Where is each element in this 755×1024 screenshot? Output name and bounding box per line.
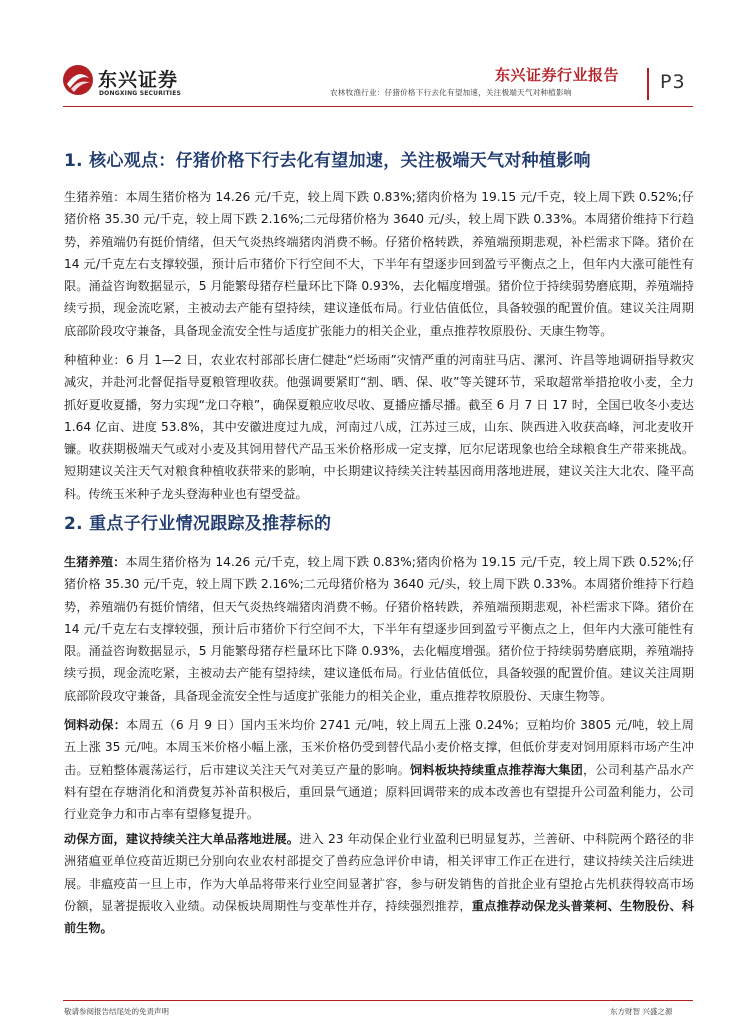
paragraph-animal-health: [64, 828, 694, 939]
paragraph-text: 本周生猪价格为 14.26 元/千克，较上周下跌 0.83%;猪肉价格为 19.15 元/千克，较上周下跌 0.52%;仔猪价格 35.30 元/千克，较上周下跌 2.16%;二元母猪价格为 3640 元/头，较上周下跌 0.33%。本周猪价维持下行趋势，养殖端仍有挺价情绪，但天气炎热终端猪肉消费不畅。仔猪价格转跌，养殖端预期悲观，补栏需求下降。猪价在 14 元/千克左右支撑较强，预计后市猪价下行空间不大，下半年有望逐步回到盈亏平衡点之上，但年内大涨可能性有限。涌益咨询数据显示，5 月能繁母猪存栏量环比下降 0.93%，去化幅度增强。猪价位于持续弱势磨底期，养殖端持续亏损，现金流吃紧，主被动去产能有望持续，建议逢低布局。行业估值低位，具备较强的配置价值。建议关注周期底部阶段攻守兼备，具备现金流安全性与适度扩张能力的相关企业，重点推荐牧原股份、天康生物等。: [64, 190, 694, 338]
paragraph-text: ，公司利基产品水产料有望在存塘消化和消费复苏补苗积极后，重回景气通道；原料回调带来的成本改善也有望提升公司盈利能力，公司行业竞争力和市占率有望修复提升。: [64, 762, 695, 822]
paragraph-lead: 动保方面，建议持续关注大单品落地进展。: [64, 832, 300, 846]
logo-name-en: DONGXING SECURITIES: [99, 90, 182, 97]
logo-mark-icon: [62, 64, 94, 96]
page-number: P3: [660, 71, 686, 93]
paragraph-text: 本周五（6 月 9 日）国内玉米均价 2741 元/吨，较上周五上涨 0.24%；豆粕均价 3805 元/吨，较上周五上涨 35 元/吨。本周玉米价格小幅上涨，玉米价格仍受到替代品小麦价格支撑，但低价芽麦对饲用原料市场产生冲击。豆粕整体震荡运行，后市建议关注天气对美豆产量的影响。: [64, 718, 694, 777]
paragraph-text: 本周生猪价格为 14.26 元/千克，较上周下跌 0.83%;猪肉价格为 19.15 元/千克，较上周下跌 0.52%;仔猪价格 35.30 元/千克，较上周下跌 2.16%;二元母猪价格为 3640 元/头，较上周下跌 0.33%。本周猪价维持下行趋势，养殖端仍有挺价情绪，但天气炎热终端猪肉消费不畅。仔猪价格转跌，养殖端预期悲观，补栏需求下降。猪价在 14 元/千克左右支撑较强，预计后市猪价下行空间不大，下半年有望逐步回到盈亏平衡点之上，但年内大涨可能性有限。涌益咨询数据显示，5 月能繁母猪存栏量环比下降 0.93%，去化幅度增强。猪价位于持续弱势磨底期，养殖端持续亏损，现金流吃紧，主被动去产能有望持续，建议逢低布局。行业估值低位，具备较强的配置价值。建议关注周期底部阶段攻守兼备，具备现金流安全性与适度扩张能力的相关企业，重点推荐牧原股份、天康生物等。: [64, 555, 694, 703]
company-logo: [62, 64, 192, 104]
paragraph-planting-seeds: [64, 349, 694, 505]
footer-rule: [63, 1000, 693, 1001]
recommendation-highlight: 饲料板块持续重点推荐海大集团: [409, 762, 583, 777]
paragraph-label: 生猪养殖：: [64, 190, 126, 204]
footer-slogan: 东方财智 兴盛之源: [610, 1007, 673, 1016]
report-name: 东兴证券行业报告: [495, 66, 620, 84]
recommendation-highlight: 重点推荐动保龙头普莱柯、生物股份、科前生物。: [64, 898, 695, 936]
paragraph-text: 进入 23 年动保企业行业盈利已明显复苏，兰善研、中科院两个路径的非洲猪瘟亚单位疫苗近期已分别向农业农村部提交了兽药应急评价申请，相关评审工作正在进行，建议持续关注后续进展。非瘟疫苗一旦上市，作为大单品将带来行业空间显著扩容，参与研发销售的首批企业有望抢占先机获得较高市场份额，显著提振收入业绩。动保板块周期性与变革性并存，持续强烈推荐，: [64, 832, 695, 913]
header-separator: [647, 68, 649, 100]
page-header: [0, 0, 755, 108]
paragraph-pig-farming-2: [64, 551, 694, 707]
logo-name-cn: 东兴证券: [98, 69, 179, 91]
footer-disclaimer: 敬请参阅报告结尾处的免责声明: [64, 1007, 169, 1016]
paragraph-feed-animal-health: [64, 714, 694, 825]
section-title-core-views: 1. 核心观点：仔猪价格下行去化有望加速，关注极端天气对种植影响: [64, 151, 591, 171]
header-rule: [63, 106, 693, 107]
paragraph-label: 饲料动保：: [64, 718, 127, 732]
paragraph-pig-farming: [64, 186, 694, 342]
section-title-key-subsectors: 2. 重点子行业情况跟踪及推荐标的: [64, 514, 332, 534]
report-subtitle: 农林牧渔行业：仔猪价格下行去化有望加速，关注极端天气对种植影响: [330, 88, 572, 97]
paragraph-label: 种植种业：: [64, 353, 126, 367]
paragraph-label: 生猪养殖：: [64, 555, 126, 569]
paragraph-text: 6 月 1—2 日，农业农村部部长唐仁健赴“烂场雨”灾情严重的河南驻马店、漯河、许昌等地调研指导救灾减灾，并赴河北督促指导夏粮管理收获。他强调要紧盯“割、晒、保、收”等关键环节，采取超常举措抢收小麦，全力抓好夏收夏播，努力实现“龙口夺粮”，确保夏粮应收尽收、夏播应播尽播。截至 6 月 7 日 17 时，全国已收冬小麦达 1.64 亿亩、进度 53.8%，其中安徽进度过九成，河南过八成，江苏过三成，山东、陕西进入收获高峰，河北麦收开镰。收获期极端天气或对小麦及其饲用替代产品玉米价格形成一定支撑，厄尔尼诺现象也给全球粮食生产带来挑战。短期建议关注天气对粮食种植收获带来的影响，中长期建议持续关注转基因商用落地进展，建议关注大北农、隆平高科。传统玉米种子龙头登海种业也有望受益。: [64, 353, 694, 501]
